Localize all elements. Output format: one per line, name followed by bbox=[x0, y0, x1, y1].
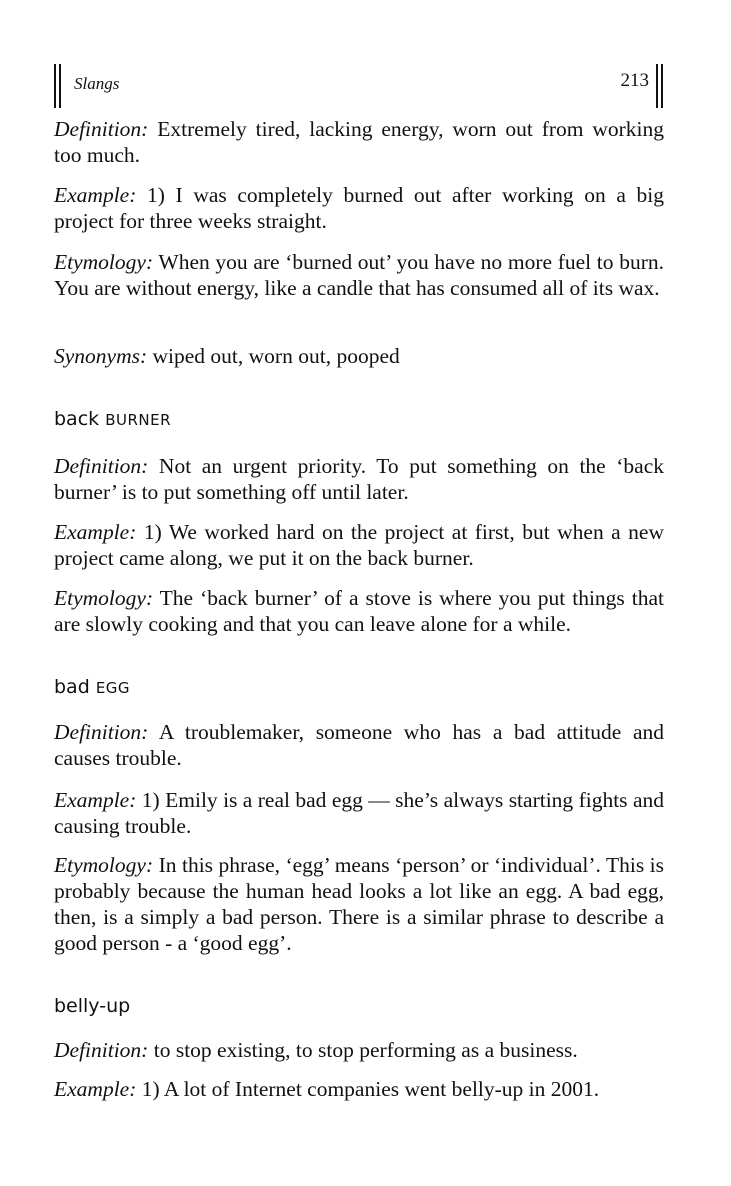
definition-label: Definition: bbox=[54, 720, 149, 744]
burned-out-synonyms bbox=[54, 343, 664, 369]
example-label: Example: bbox=[54, 1077, 137, 1101]
burned-out-etymology bbox=[54, 249, 664, 301]
definition-label: Definition: bbox=[54, 1038, 149, 1062]
belly-up-definition bbox=[54, 1037, 664, 1063]
etymology-text: The ‘back burner’ of a stove is where you put things that are slowly cooking and that you can leave alone for a while. bbox=[54, 586, 664, 636]
bad-egg-example bbox=[54, 787, 664, 839]
back-burner-example bbox=[54, 519, 664, 571]
definition-text: to stop existing, to stop performing as a business. bbox=[153, 1038, 578, 1062]
synonyms-label: Synonyms: bbox=[54, 344, 148, 368]
running-head: Slangs bbox=[74, 74, 120, 93]
definition-text: A troublemaker, someone who has a bad attitude and causes trouble. bbox=[54, 720, 664, 770]
bad-egg-definition bbox=[54, 719, 664, 771]
etymology-text: In this phrase, ‘egg’ means ‘person’ or ‘individual’. This is probably because the human head looks a lot like an egg. A bad egg, then, is a simply a bad person. There is a similar phrase to describe a good person - a ‘good egg’. bbox=[54, 853, 665, 955]
etymology-text: When you are ‘burned out’ you have no more fuel to burn. You are without energy, like a candle that has consumed all of its wax. bbox=[54, 250, 664, 300]
etymology-label: Etymology: bbox=[54, 586, 154, 610]
example-text: 1) A lot of Internet companies went belly-up in 2001. bbox=[141, 1077, 600, 1101]
headword-belly-up: belly-up bbox=[54, 995, 131, 1017]
headword-part: BURNER bbox=[105, 411, 172, 429]
etymology-label: Etymology: bbox=[54, 250, 154, 274]
synonyms-text: wiped out, worn out, pooped bbox=[152, 344, 400, 368]
definition-text: Extremely tired, lacking energy, worn out from working too much. bbox=[54, 117, 664, 167]
back-burner-etymology bbox=[54, 585, 664, 637]
page-number: 213 bbox=[620, 70, 649, 91]
burned-out-definition bbox=[54, 116, 664, 168]
headword-part: bad bbox=[54, 676, 90, 698]
example-label: Example: bbox=[54, 520, 137, 544]
etymology-label: Etymology: bbox=[54, 853, 154, 877]
definition-label: Definition: bbox=[54, 454, 149, 478]
example-label: Example: bbox=[54, 788, 137, 812]
example-text: 1) I was completely burned out after working on a big project for three weeks straight. bbox=[54, 183, 664, 233]
left-rule bbox=[59, 64, 61, 108]
burned-out-example bbox=[54, 182, 664, 234]
right-rule bbox=[661, 64, 663, 108]
belly-up-example bbox=[54, 1076, 664, 1102]
definition-text: Not an urgent priority. To put something on the ‘back burner’ is to put something off until later. bbox=[54, 454, 665, 504]
headword-bad-egg bbox=[54, 676, 130, 698]
example-label: Example: bbox=[54, 183, 137, 207]
example-text: 1) Emily is a real bad egg — she’s always starting fights and causing trouble. bbox=[54, 788, 665, 838]
back-burner-definition bbox=[54, 453, 664, 505]
page-header bbox=[0, 64, 731, 112]
headword-part: EGG bbox=[95, 679, 131, 697]
headword-part: back bbox=[54, 408, 100, 430]
left-rule bbox=[54, 64, 56, 108]
bad-egg-etymology bbox=[54, 852, 664, 956]
right-rule bbox=[656, 64, 658, 108]
example-text: 1) We worked hard on the project at first, but when a new project came along, we put it on the back burner. bbox=[54, 520, 664, 570]
headword-back-burner bbox=[54, 408, 171, 430]
definition-label: Definition: bbox=[54, 117, 149, 141]
